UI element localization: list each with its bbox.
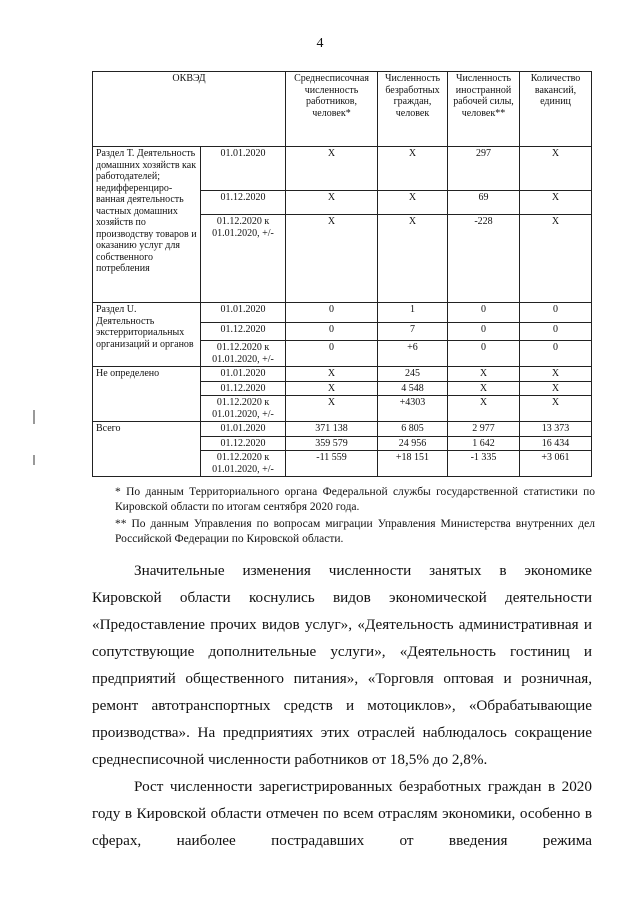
cell-value: 6 805	[378, 422, 448, 437]
section-label: Всего	[93, 422, 201, 477]
cell-value: X	[520, 215, 592, 303]
cell-value: 0	[448, 341, 520, 367]
cell-value: +18 151	[378, 451, 448, 477]
cell-value: 1	[378, 303, 448, 323]
row-date: 01.12.2020	[201, 381, 286, 396]
cell-value: 13 373	[520, 422, 592, 437]
cell-value: X	[286, 191, 378, 215]
table-row	[93, 367, 592, 382]
row-date: 01.01.2020	[201, 147, 286, 191]
paragraph-unemployment-growth: Рост численности зарегистрированных безработных граждан в 2020 году в Кировской области отмечен по всем отраслям экономики, особенно в сферах, наиболее пострадавших от введения режима	[92, 778, 592, 849]
cell-value: 7	[378, 323, 448, 341]
page-number: 4	[316, 36, 324, 51]
cell-value: 0	[286, 303, 378, 323]
cell-value: X	[448, 381, 520, 396]
cell-value: X	[286, 367, 378, 382]
section-label: Не определено	[93, 367, 201, 422]
header-vacancies: Количество вакансий, единиц	[520, 72, 592, 147]
cell-value: X	[448, 367, 520, 382]
cell-value: -1 335	[448, 451, 520, 477]
row-date: 01.12.2020	[201, 436, 286, 451]
cell-value: X	[520, 191, 592, 215]
cell-value: 16 434	[520, 436, 592, 451]
cell-value: 0	[286, 341, 378, 367]
section-label: Раздел Т. Деятельность домашних хозяйств как работодателей; недифференциро-ванная деятельность частных домашних хозяйств по производству товаров и оказанию услуг для собственного потребления	[93, 147, 201, 303]
row-date: 01.12.2020 к 01.01.2020, +/-	[201, 341, 286, 367]
cell-value: 0	[520, 341, 592, 367]
row-date: 01.12.2020 к 01.01.2020, +/-	[201, 396, 286, 422]
cell-value: +6	[378, 341, 448, 367]
cell-value: 371 138	[286, 422, 378, 437]
cell-value: +3 061	[520, 451, 592, 477]
cell-value: 359 579	[286, 436, 378, 451]
cell-value: 0	[448, 303, 520, 323]
cell-value: X	[286, 396, 378, 422]
header-foreign-workforce: Численность иностранной рабочей силы, человек**	[448, 72, 520, 147]
footnote-rosstat: * По данным Территориального органа Федеральной службы государственной статистики по Кировской области по итогам сентября 2020 года.	[115, 486, 595, 513]
cell-value: 297	[448, 147, 520, 191]
cell-value: 0	[448, 323, 520, 341]
employment-table	[92, 71, 592, 477]
cell-value: 0	[286, 323, 378, 341]
cell-value: X	[286, 147, 378, 191]
scan-margin-mark	[33, 410, 35, 424]
cell-value: X	[378, 147, 448, 191]
cell-value: 0	[520, 323, 592, 341]
row-date: 01.12.2020 к 01.01.2020, +/-	[201, 451, 286, 477]
row-date: 01.01.2020	[201, 367, 286, 382]
cell-value: 69	[448, 191, 520, 215]
row-date: 01.12.2020	[201, 191, 286, 215]
cell-value: X	[378, 215, 448, 303]
header-okved: ОКВЭД	[93, 72, 286, 147]
row-date: 01.12.2020 к 01.01.2020, +/-	[201, 215, 286, 303]
cell-value: -11 559	[286, 451, 378, 477]
cell-value: X	[520, 381, 592, 396]
table-row	[93, 303, 592, 323]
footnotes	[115, 485, 595, 549]
body-text	[92, 557, 592, 854]
cell-value: 245	[378, 367, 448, 382]
cell-value: +4303	[378, 396, 448, 422]
cell-value: -228	[448, 215, 520, 303]
cell-value: 1 642	[448, 436, 520, 451]
cell-value: 0	[520, 303, 592, 323]
paragraph-employment-changes: Значительные изменения численности занятых в экономике Кировской области коснулись видов экономической деятельности «Предоставление прочих видов услуг», «Деятельность административная и сопутствующие дополнительные услуги», «Деятельность гостиниц и предприятий общественного питания», «Торговля оптовая и розничная, ремонт автотранспортных средств и мотоциклов», «Обрабатывающие производства». На предприятиях этих отраслей наблюдалось сокращение среднесписочной численности работников от 18,5% до 2,8%.	[92, 562, 592, 768]
cell-value: X	[378, 191, 448, 215]
cell-value: X	[286, 381, 378, 396]
row-date: 01.01.2020	[201, 422, 286, 437]
footnote-migration: ** По данным Управления по вопросам миграции Управления Министерства внутренних дел Российской Федерации по Кировской области.	[115, 517, 595, 545]
table-header-row	[93, 72, 592, 147]
cell-value: 24 956	[378, 436, 448, 451]
table-row	[93, 422, 592, 437]
section-label: Раздел U. Деятельность экстерриториальных организаций и органов	[93, 303, 201, 367]
cell-value: X	[448, 396, 520, 422]
cell-value: X	[520, 396, 592, 422]
cell-value: 2 977	[448, 422, 520, 437]
cell-value: X	[286, 215, 378, 303]
row-date: 01.01.2020	[201, 303, 286, 323]
row-date: 01.12.2020	[201, 323, 286, 341]
cell-value: X	[520, 147, 592, 191]
cell-value: 4 548	[378, 381, 448, 396]
table-row	[93, 147, 592, 191]
scan-margin-mark	[33, 455, 35, 465]
header-unemployed: Численность безработных граждан, человек	[378, 72, 448, 147]
cell-value: X	[520, 367, 592, 382]
header-avg-employees: Среднесписочная численность работников, человек*	[286, 72, 378, 147]
